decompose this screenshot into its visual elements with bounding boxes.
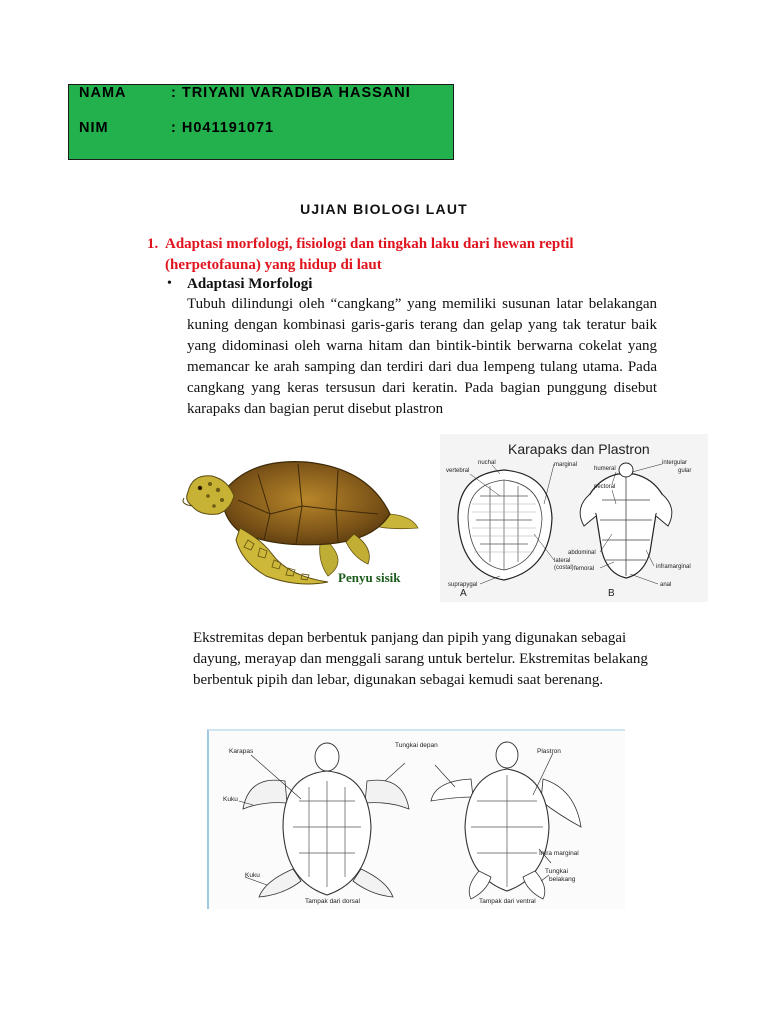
diagram-title: Karapaks dan Plastron [508,441,650,457]
name-row [79,85,411,101]
label-nuchal: nuchal [478,460,496,466]
nim-label: NIM [79,120,109,136]
label-intergular: intergular [662,460,688,466]
dorsal-ventral-diagram [207,729,625,909]
label-costal: (costal) [554,565,574,571]
turtle-illustration [178,444,422,594]
label-kuku-front: Kuku [223,796,238,803]
label-pectoral: pectoral [594,484,616,490]
label-abdominal: abdominal [568,550,596,556]
nim-row [79,120,274,136]
name-label: NAMA [79,85,127,101]
label-humeral: humeral [594,466,616,472]
question-number: 1. [147,236,159,252]
paragraph-extremities: Ekstremitas depan berbentuk panjang dan pipih yang digunakan sebagai dayung, merayap dan menggali sarang untuk bertelur. Ekstremitas belakang berbentuk pipih dan lebar, digunakan sebagai kemudi saat berenang. [193,630,648,688]
label-ventral-view: Tampak dari ventral [479,898,536,905]
carapace-plastron-diagram [440,434,708,602]
label-lateral: lateral [554,558,571,564]
student-info-box [68,84,454,160]
bullet-icon: • [167,276,172,291]
label-suprapygal: suprapygal [448,582,478,588]
turtle-caption: Penyu sisik [338,570,401,585]
label-femoral: femoral [574,566,595,572]
question-line-2: (herpetofauna) yang hidup di laut [165,257,382,273]
label-gular: gular [678,468,692,474]
paragraph-morphology: Tubuh dilindungi oleh “cangkang” yang memiliki susunan latar belakangan kuning dengan kombinasi garis-garis terang dan gelap yang tak teratur baik yang didominasi oleh warna hitam dan bintik-bintik berwarna cokelat yang memancar ke arah samping dan terdiri dari dua lempeng tulang utama. Pada cangkang yang keras tersusun dari keratin. Pada bagian punggung disebut karapaks dan bagian perut disebut plastron [187,296,657,417]
name-value: : TRIYANI VARADIBA HASSANI [171,85,411,101]
label-kuku-rear: Kuku [245,872,260,879]
nim-value: : H041191071 [171,120,275,136]
label-inframarginal: inframarginal [656,564,691,570]
label-dorsal-view: Tampak dari dorsal [305,898,360,905]
label-karapas: Karapas [229,748,254,755]
label-anal: anal [660,582,672,588]
panel-a-label: A [460,588,467,599]
question-line-1: Adaptasi morfologi, fisiologi dan tingkah laku dari hewan reptil [165,236,574,252]
section-heading: Adaptasi Morfologi [187,276,313,292]
document-title: UJIAN BIOLOGI LAUT [300,201,468,217]
label-tungkai: Tungkai [545,868,568,875]
label-belakang: belakang [549,876,576,883]
label-plastron: Plastron [537,748,561,755]
panel-b-label: B [608,588,615,599]
label-vertebral: vertebral [446,468,470,474]
label-marginal: marginal [554,462,578,468]
label-infra-marginal: Infra marginal [539,850,579,857]
label-tungkai-depan: Tungkai depan [395,742,438,749]
